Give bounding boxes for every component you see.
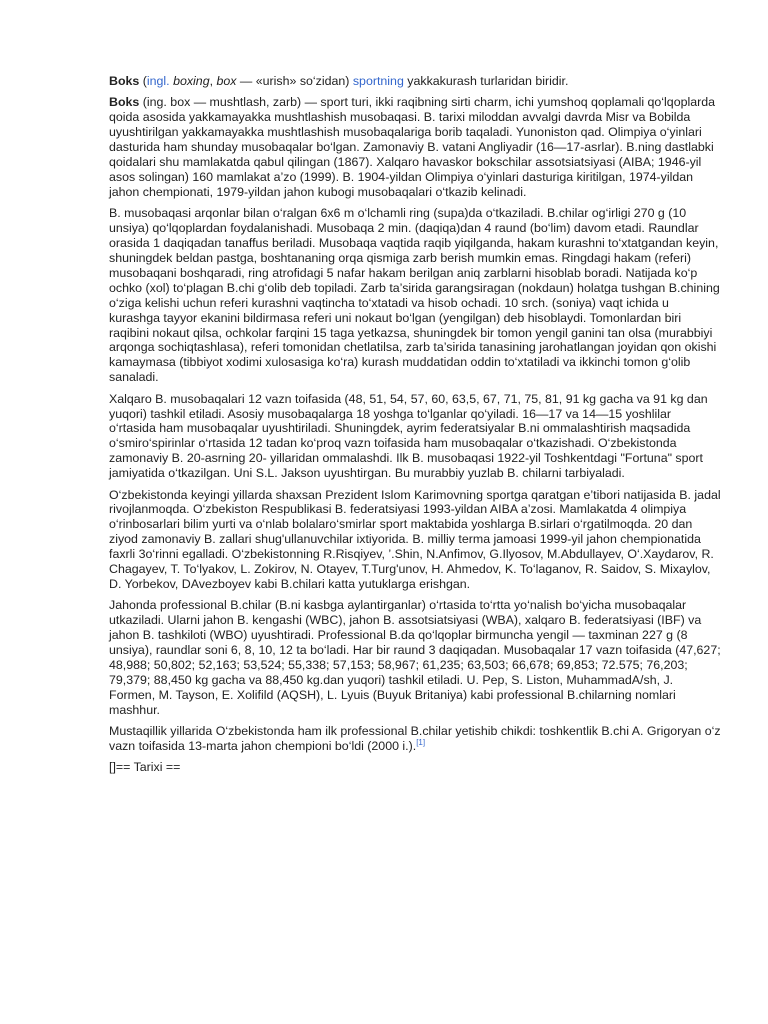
intro-paragraph: Boks (ingl. boxing, box — «urish» so‘zidan) sportning yakkakurash turlaridan biridir. xyxy=(109,74,569,88)
definition-paragraph xyxy=(109,95,721,199)
etymology-word: box xyxy=(216,74,237,88)
rules-paragraph: B. musobaqasi arqonlar bilan o‘ralgan 6x6 m o‘lchamli ring (supa)da o‘tkaziladi. B.chilar og‘irligi 270 g (10 unsiya) qo‘lqoplardan foydalanishadi. Musobaqa 2 min. (daqiqa)dan 4 raund (bo‘lim) davom etadi. Raundlar orasida 1 daqiqadan tanaffus beriladi. Musobaqa vaqtida raqib yiqilganda, hakam kurashni to‘xtatgandan keyin, shuningdek beldan pastga, boshtananing orqa qismiga zarb berish mumkin emas. Ringdagi hakam (referi) musobaqani boshqaradi, ring atrofidagi 5 nafar hakam berilgan aniq zarblarni hisoblab boradi. Natijada ko‘p ochko (xol) to‘plagan B.chi g‘olib deb topiladi. Zarb ta’sirida garangsiragan (nokdaun) holatga tushgan B.chining o‘ziga kelishi uchun referi kurashni vaqtincha to‘xtatadi va hisob ochadi. 10 srch. (soniya) vaqt ichida u kurashga tayyor ekanini bildirmasa referi uni nokaut bo‘lgan (yengilgan) deb hisoblaydi. Tomonlardan biri raqibini nokaut qilsa, ochkolar farqini 15 taga yetkazsa, shuningdek bir tomon yengil ganini tan olsa (murabbiyi arqonga sochiqtashlasa), referi tomonidan chetlatilsa, zarb ta’sirida tanasining jarohatlangan joyidan qon okishi kamaymasa (tibbiyot xodimi xulosasiga ko‘ra) kurash muddatidan oddin to‘xtatiladi va ikkinchi tomon g‘olib sanaladi. xyxy=(109,206,720,385)
uzbekistan-paragraph: O‘zbekistonda keyingi yillarda shaxsan Prezident Islom Karimovning sportga qaratgan e’tibori natijasida B. jadal rivojlanmoqda. O‘zbekiston Respublikasi B. federatsiyasi 1993-yildan AIBA a’zosi. Mamlakatda 4 olimpiya o‘rinbosarlari bilim yurti va o‘nlab bolalaro‘smirlar sport maktabida yoshlarga B.sirlari o‘rgatilmoqda. 20 dan ziyod zamonaviy B. zallari shug'ullanuvchilar ixtiyorida. B. milliy terma jamoasi 1999-yil jahon chempionatida faxrli 3o‘rinni egalladi. O‘zbekistonning R.Risqiyev, ’.Shin, N.Anfimov, G.Ilyosov, M.Abdullayev, O‘.Xaydarov, R. Chagayev, T. To‘lyakov, L. Zokirov, N. Otayev, T.Turg'unov, H. Ahmedov, K. To‘laganov, R. Saidov, S. Mixaylov, D. Yorbekov, DAvezboyev kabi B.chilari katta yutuklarga erishgan. xyxy=(109,487,721,591)
sport-link[interactable]: sportning xyxy=(352,74,404,88)
article-term: Boks xyxy=(109,74,140,88)
history-heading-markup: []== Tarixi == xyxy=(109,760,181,775)
article-body xyxy=(109,74,721,782)
professional-paragraph: Jahonda professional B.chilar (B.ni kasbga aylantirganlar) o‘rtasida to‘rtta yo‘nalish bo‘yicha musobaqalar utkaziladi. Ularni jahon B. kengashi (WBC), jahon B. assotsiatsiyasi (WBA), xalqaro B. federatsiyasi (IBF) va jahon B. tashkiloti (WBO) uyushtiradi. Professional B.da qo‘lqoplar birmuncha yengil — taxminan 227 g (8 unsiya), raundlar soni 6, 8, 10, 12 ta bo‘ladi. Har bir raund 3 daqiqadan. Musobaqalar 17 vazn toifasida (47,627; 48,988; 50,802; 52,163; 53,524; 55,338; 57,153; 58,967; 61,235; 63,503; 66,678; 69,853; 72.575; 76,203; 79,379; 88,450 kg gacha va 88,450 kg.dan yuqori) tashkil etiladi. U. Pep, S. Liston, MuhammadA/sh, J. Formen, M. Tayson, E. Xolifild (AQSH), L. Lyuis (Buyuk Britaniya) kabi professional B.chilarning nomlari mashhur. xyxy=(109,598,721,717)
etymology-word: boxing xyxy=(173,74,210,88)
reference-link[interactable]: [1] xyxy=(416,737,426,747)
article-term: Boks xyxy=(109,95,140,110)
language-link[interactable]: ingl. xyxy=(146,74,170,88)
independence-paragraph xyxy=(109,724,721,754)
paragraph-text: (ing. box — mushtlash, zarb) — sport turi, ikki raqibning sirti charm, ichi yumshoq qoplamali qo‘lqoplarda qoida asosida yakkamayakka mushtlashish musobaqasi. B. tarixi miloddan avvalgi davrda Misr va Bobilda uyushtirilgan yakkamayakka mushtlashish musobaqalariga borib taqaladi. Yunoniston qad. Olimpiya o‘yinlari dasturida ham shunday musobaqalar bo‘lgan. Zamonaviy B. vatani Angliyadir (16—17-asrlar). B.ning dastlabki qoidalari shu mamlakatda qabul qilingan (1867). Xalqaro havaskor bokschilar assotsiatsiyasi (AIBA; 1946-yil asos solingan) 160 mamlakat a’zo (1999). B. 1904-yildan Olimpiya o‘yinlari dasturiga kiritilgan, 1974-yildan jahon chempionati, 1979-yildan jahon kubogi musobaqalari o‘tkazib kelinadi. xyxy=(109,95,716,199)
weight-classes-paragraph: Xalqaro B. musobaqalari 12 vazn toifasida (48, 51, 54, 57, 60, 63,5, 67, 71, 75, 81, 91 kg gacha va 91 kg dan yuqori) tashkil etiladi. Asosiy musobaqalarga 18 yoshga to‘lganlar qo‘yiladi. 16—17 va 14—15 yoshlilar o‘rtasida ham musobaqalar uyushtiriladi. Shuningdek, ayrim federatsiyalar B.ni ommalashtirish maqsadida o‘smiro‘spirinlar o‘rtasida 12 tadan ko‘proq vazn toifasida ham musobaqalar o‘tkazishadi. O‘zbekistonda zamonaviy B. 20-asrning 20- yillaridan ommalashdi. Ilk B. musobaqasi 1922-yil Toshkentdagi "Fortuna" sport jamiyatida o‘tkazilgan. Uni S.L. Jakson uyushtirgan. Bu murabbiy yuzlab B. chilarni tarbiyaladi. xyxy=(109,391,708,481)
paragraph-text: Mustaqillik yillarida O‘zbekistonda ham ilk professional B.chilar yetishib chikdi: toshkentlik B.chi A. Grigoryan o‘z vazn toifasida 13-marta jahon chempioni bo‘ldi (2000 i.). xyxy=(109,724,721,754)
